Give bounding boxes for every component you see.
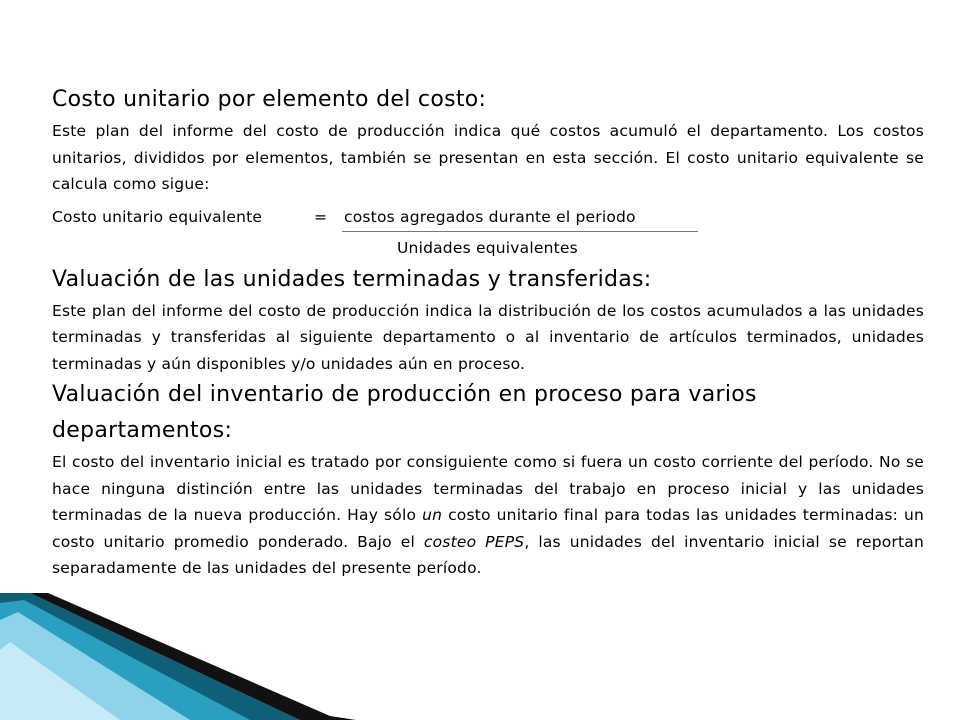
fraction-bar bbox=[342, 231, 698, 232]
emphasis-un: un bbox=[422, 506, 443, 524]
paragraph-part-3: , las unidades del inventario inicial se reportan separadamente de las unidades del presente período. bbox=[52, 532, 924, 577]
paragraph-valuacion-inventario bbox=[52, 449, 924, 582]
emphasis-costeo-peps: costeo PEPS bbox=[423, 532, 525, 551]
swoosh-light-band bbox=[0, 612, 190, 720]
swoosh-shadow bbox=[30, 593, 356, 720]
heading-valuacion-inventario: Valuación del inventario de producción en proceso para varios departamentos: bbox=[52, 382, 757, 443]
swoosh-dark-band bbox=[0, 593, 300, 720]
swoosh-pale-band bbox=[0, 642, 120, 720]
formula-denominator: Unidades equivalentes bbox=[397, 238, 578, 257]
paragraph-costo-unitario: Este plan del informe del costo de producción indica qué costos acumuló el departamento. Los costos unitarios, divididos por elementos, también se presentan en esta sección. El costo unitario equivalente se calcula como sigue: bbox=[52, 122, 924, 193]
heading-valuacion-unidades: Valuación de las unidades terminadas y transferidas: bbox=[52, 266, 652, 292]
formula-equals: = bbox=[314, 207, 328, 226]
formula-costo-unitario-equivalente bbox=[52, 204, 924, 262]
paragraph-valuacion-unidades: Este plan del informe del costo de producción indica la distribución de los costos acumulados a las unidades terminadas y transferidas al siguiente departamento o al inventario de artículos terminados, unidades terminadas y aún disponibles y/o unidades aún en proceso. bbox=[52, 301, 924, 373]
paragraph-part-1: El costo del inventario inicial es tratado por consiguiente como si fuera un costo corriente del período. No se hace ninguna distinción entre las unidades terminadas del trabajo en proceso inicial y las unidades terminadas de la nueva producción. Hay sólo bbox=[52, 453, 924, 524]
swoosh-mid-band bbox=[0, 600, 250, 720]
formula-lhs: Costo unitario equivalente bbox=[52, 207, 263, 226]
heading-costo-unitario: Costo unitario por elemento del costo: bbox=[52, 87, 487, 112]
formula-numerator: costos agregados durante el periodo bbox=[344, 207, 636, 226]
slide-content bbox=[52, 82, 924, 582]
paragraph-part-2: costo unitario final para todas las unidades terminadas: un costo unitario promedio ponderado. Bajo el bbox=[52, 506, 925, 551]
